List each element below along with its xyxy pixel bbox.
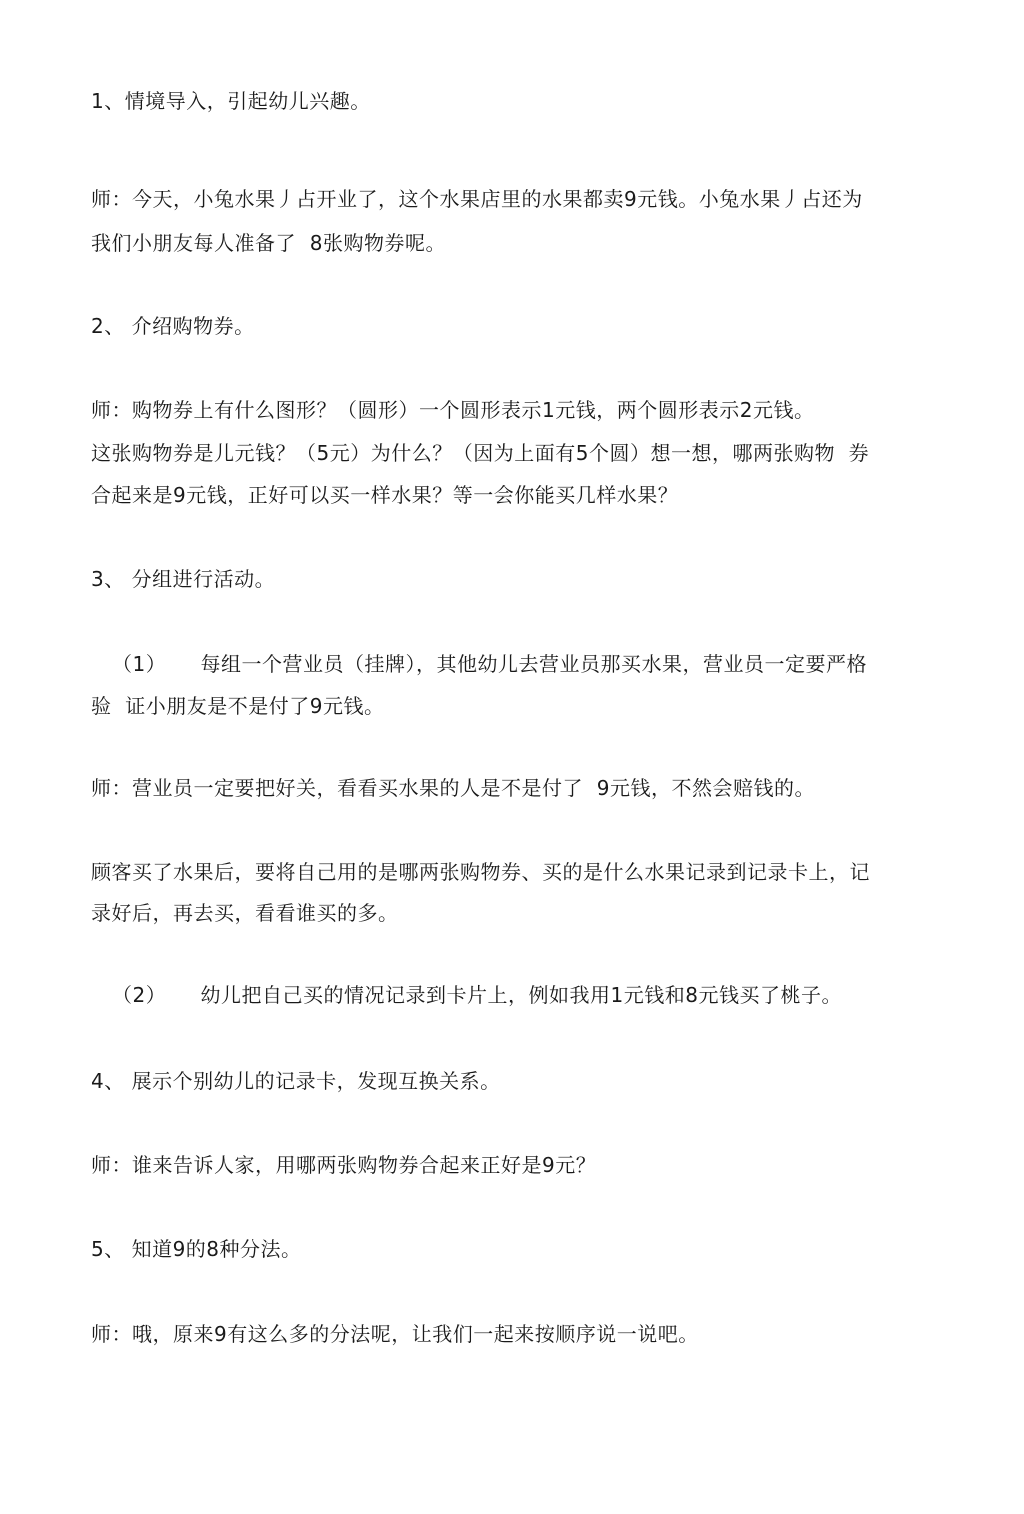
paragraph-line: 这张购物券是儿元钱？（5元）为什么？（因为上面有5个圆）想一想，哪两张购物 券 <box>91 441 870 465</box>
section-heading-3: 3、 分组进行活动。 <box>91 567 276 591</box>
paragraph-line: 我们小朋友每人准备了 8张购物券呢。 <box>91 231 446 255</box>
section-heading-2: 2、 介绍购物券。 <box>91 314 255 338</box>
paragraph-line: 师：购物券上有什么图形？（圆形）一个圆形表示1元钱，两个圆形表示2元钱。 <box>91 398 815 422</box>
paragraph-line: 合起来是9元钱，正好可以买一样水果？等一会你能买几样水果？ <box>91 483 679 507</box>
paragraph-line: 录好后，再去买，看看谁买的多。 <box>91 901 399 925</box>
section-heading-1: 1、情境导入，引起幼儿兴趣。 <box>91 89 371 113</box>
paragraph-line: 师：谁来告诉人家，用哪两张购物券合起来正好是9元？ <box>91 1153 597 1177</box>
section-heading-5: 5、 知道9的8种分法。 <box>91 1237 302 1261</box>
paragraph-line: 验 证小朋友是不是付了9元钱。 <box>91 694 385 718</box>
list-item-2: （2） 幼儿把自己买的情况记录到卡片上，例如我用1元钱和8元钱买了桃子。 <box>112 983 842 1007</box>
section-heading-4: 4、 展示个别幼儿的记录卡，发现互换关系。 <box>91 1069 501 1093</box>
paragraph-line: 顾客买了水果后，要将自己用的是哪两张购物券、买的是什么水果记录到记录卡上，记 <box>91 860 870 884</box>
paragraph-line: 师：营业员一定要把好关，看看买水果的人是不是付了 9元钱，不然会赔钱的。 <box>91 776 815 800</box>
list-item-1: （1） 每组一个营业员（挂牌），其他幼儿去营业员那买水果，营业员一定要严格 <box>112 652 868 676</box>
paragraph-line: 师：哦，原来9有这么多的分法呢，让我们一起来按顺序说一说吧。 <box>91 1322 699 1346</box>
paragraph-line: 师：今天，小兔水果丿占开业了，这个水果店里的水果都卖9元钱。小兔水果丿占还为 <box>91 187 863 211</box>
